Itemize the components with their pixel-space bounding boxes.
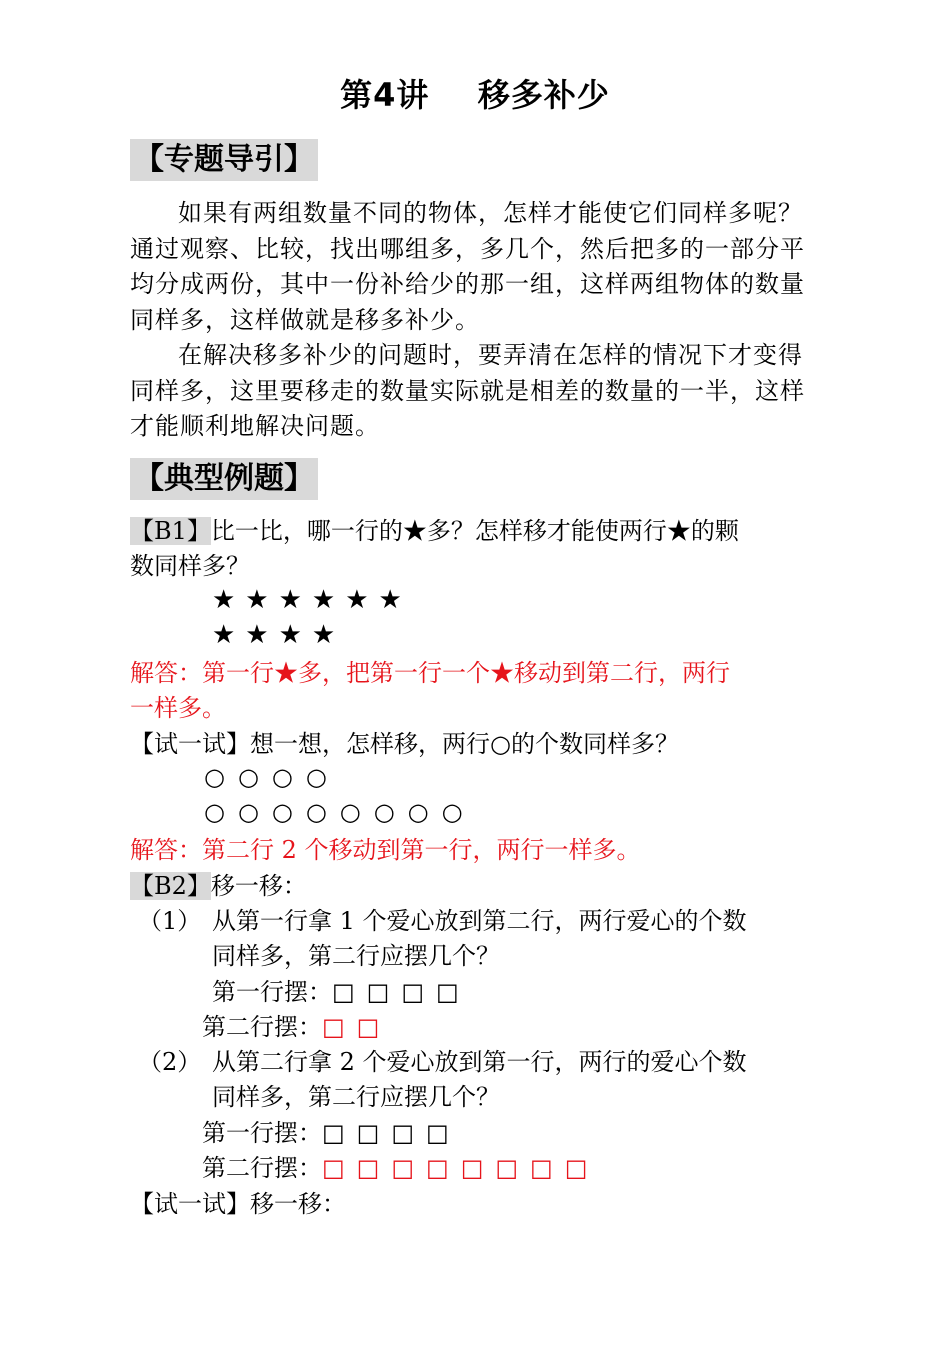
b2-part2-row-2-label: 第二行摆： xyxy=(202,1154,322,1182)
try1-circle-row-2: ○○○○○○○○ xyxy=(204,798,476,826)
b2-part2-question-1: 从第二行拿 2 个爱心放到第一行，两行的爱心个数 xyxy=(212,1048,747,1076)
try1-question: 【试一试】想一想，怎样移，两行○的个数同样多？ xyxy=(130,730,679,758)
b2-part1-question-1: 从第一行拿 1 个爱心放到第二行，两行爱心的个数 xyxy=(212,907,747,935)
page-title: 第4讲 移多补少 xyxy=(340,76,610,114)
b1-answer-line-2: 一样多。 xyxy=(130,694,226,722)
b1-tag: 【B1】 xyxy=(130,517,211,545)
b1-answer-line-1: 解答：第一行★多，把第一行一个★移动到第二行，两行 xyxy=(130,659,730,687)
b2-part1-row-2-boxes: □□ xyxy=(322,1013,392,1041)
b2-part2-number: （2） xyxy=(138,1048,202,1076)
b2-part2-question-2: 同样多，第二行应摆几个？ xyxy=(212,1083,500,1111)
b1-star-row-1: ★★★★★★ xyxy=(212,585,412,615)
try1-answer: 解答：第二行 2 个移动到第一行，两行一样多。 xyxy=(130,836,641,864)
b2-part2-row-1 xyxy=(202,1116,461,1151)
b1-question-text: 比一比，哪一行的★多？怎样移才能使两行★的颗 xyxy=(210,517,739,545)
intro-heading: 【专题导引】 xyxy=(130,139,318,181)
b2-title-line xyxy=(130,869,307,904)
b2-part1-question-2: 同样多，第二行应摆几个？ xyxy=(212,942,500,970)
b2-part1-row-1-label: 第一行摆： xyxy=(212,978,332,1006)
b2-part1-row-2 xyxy=(202,1010,391,1045)
intro-paragraph-1: 如果有两组数量不同的物体，怎样才能使它们同样多呢？通过观察、比较，找出哪组多，多几个，然后把多的一部分平均分成两份，其中一份补给少的那一组，这样两组物体的数量同样多，这样做就是移多补少。 xyxy=(130,199,805,334)
b2-part2-row-1-boxes: □□□□ xyxy=(322,1119,461,1147)
b2-part1-row-1-boxes: □□□□ xyxy=(332,978,471,1006)
b2-part2-row-1-label: 第一行摆： xyxy=(202,1119,322,1147)
b2-part1-row-2-label: 第二行摆： xyxy=(202,1013,322,1041)
b1-question-line-1 xyxy=(130,514,739,549)
b1-star-row-2: ★★★★ xyxy=(212,620,346,650)
examples-heading: 【典型例题】 xyxy=(130,458,318,500)
b1-question-line-2: 数同样多？ xyxy=(130,552,250,580)
intro-paragraph-2: 在解决移多补少的问题时，要弄清在怎样的情况下才变得同样多，这里要移走的数量实际就是相差的数量的一半，这样才能顺利地解决问题。 xyxy=(130,341,805,440)
b2-part2-row-2 xyxy=(202,1151,599,1186)
b2-part2-row-2-boxes: □□□□□□□□ xyxy=(322,1154,600,1182)
b2-tag: 【B2】 xyxy=(130,872,211,900)
b2-part1-number: （1） xyxy=(138,907,202,935)
try1-circle-row-1: ○○○○ xyxy=(204,763,340,791)
b2-part1-row-1 xyxy=(212,975,471,1010)
try2-question: 【试一试】移一移： xyxy=(130,1190,346,1218)
b2-title: 移一移： xyxy=(210,872,307,900)
